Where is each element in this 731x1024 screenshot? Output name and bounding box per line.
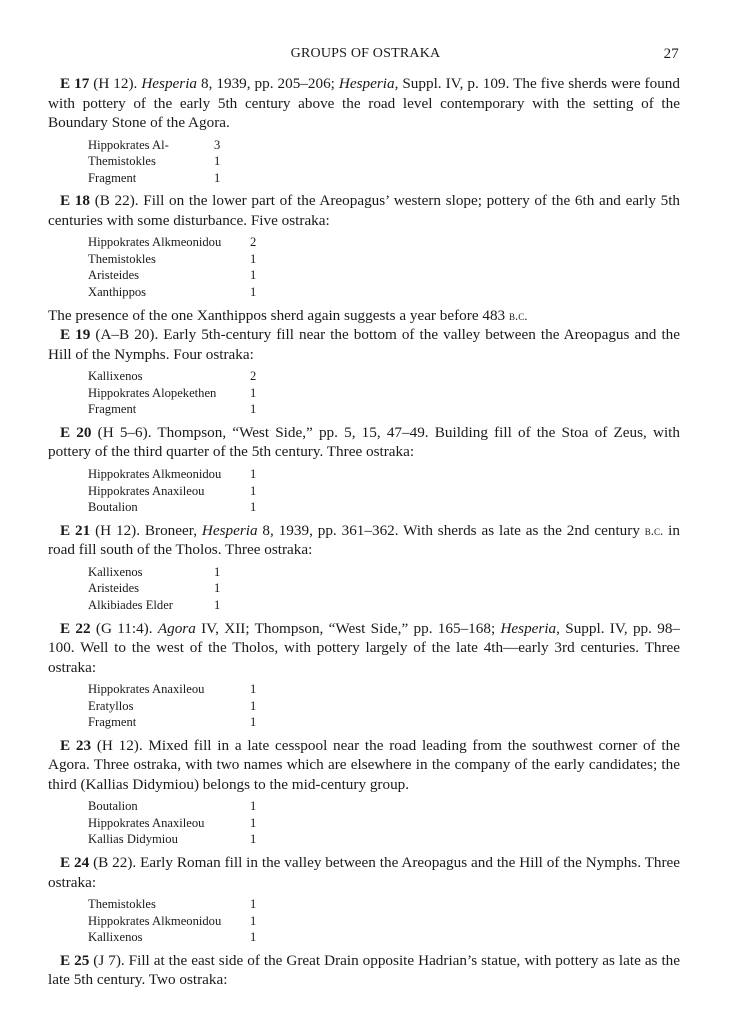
ostraka-count: 1 — [250, 815, 257, 830]
ostraka-row — [88, 815, 256, 832]
ostraka-count: 1 — [250, 466, 257, 481]
entry-text: Hesperia — [201, 521, 258, 539]
ostraka-row — [88, 170, 220, 187]
ostraka-row — [88, 913, 256, 930]
ostraka-name: Aristeides — [88, 581, 140, 596]
ostraka-row — [88, 499, 256, 516]
ostraka-count: 1 — [214, 170, 221, 185]
ostraka-count: 1 — [250, 698, 257, 713]
ostraka-count: 1 — [214, 154, 221, 169]
ostraka-row — [88, 284, 256, 301]
ostraka-count: 1 — [250, 832, 257, 847]
ostraka-row — [88, 798, 256, 815]
entry-text: (B 22). Early Roman fill in the valley between the Areopagus and the Hill of the Nymphs. Three ostraka: — [48, 854, 681, 891]
ostraka-list — [88, 466, 256, 516]
ostraka-name: Aristeides — [88, 268, 140, 283]
ostraka-count: 1 — [250, 483, 257, 498]
entry-text: Hesperia — [500, 619, 557, 637]
ostraka-name: Fragment — [88, 402, 137, 417]
ostraka-count: 1 — [250, 930, 257, 945]
ostraka-count: 1 — [250, 715, 257, 730]
ostraka-name: Hippokrates Anaxileou — [88, 483, 205, 498]
ostraka-count: 1 — [250, 799, 257, 814]
ostraka-name: Themistokles — [88, 154, 156, 169]
ostraka-list — [88, 564, 220, 614]
ostraka-count: 3 — [214, 137, 221, 152]
ostraka-name: Hippokrates Alkmeonidou — [88, 466, 222, 481]
entry-note — [48, 306, 680, 326]
ostraka-row — [88, 929, 256, 946]
ostraka-name: Eratyllos — [88, 698, 134, 713]
entry-text: (J 7). Fill at the east side of the Great Drain opposite Hadrian’s statue, with pottery as late as the late 5th century. Two ostraka: — [48, 951, 680, 989]
ostraka-row — [88, 714, 256, 731]
ostraka-name: Alkibiades Elder — [88, 597, 173, 612]
ostraka-row — [88, 267, 256, 284]
ostraka-row — [88, 681, 256, 698]
entry-text: b.c. — [644, 522, 664, 538]
ostraka-name: Boutalion — [88, 799, 138, 814]
entry-text: (G 11:4). — [95, 619, 158, 637]
entry-id: E 17 — [60, 75, 90, 92]
catalogue-entry — [48, 853, 680, 892]
catalogue-entry — [48, 736, 680, 795]
ostraka-name: Xanthippos — [88, 285, 147, 300]
note-era: b.c. — [508, 307, 528, 323]
ostraka-name: Hippokrates Al- — [88, 137, 169, 152]
ostraka-name: Themistokles — [88, 897, 156, 912]
ostraka-row — [88, 580, 220, 597]
ostraka-list — [88, 137, 220, 187]
ostraka-count: 2 — [250, 235, 257, 250]
ostraka-list — [88, 798, 256, 848]
ostraka-name: Hippokrates Alkmeonidou — [88, 913, 222, 928]
ostraka-count: 1 — [250, 385, 257, 400]
note-text: The presence of the one Xanthippos sherd again suggests a year before 483 — [48, 306, 509, 324]
ostraka-list — [88, 896, 256, 946]
entry-id: E 20 — [60, 423, 92, 441]
ostraka-count: 1 — [214, 581, 221, 596]
entry-text: IV, XII; Thompson, “West Side,” pp. 165–168; — [195, 619, 501, 637]
running-head — [0, 46, 731, 68]
ostraka-row — [88, 234, 256, 251]
catalogue-entry — [48, 619, 680, 678]
catalogue-entry — [48, 423, 680, 462]
ostraka-row — [88, 153, 220, 170]
page-number: 27 — [663, 46, 679, 62]
ostraka-name: Kallias Didymiou — [88, 832, 178, 847]
entry-text: (B 22). Fill on the lower part of the Areopagus’ western slope; pottery of the 6th and early 5th centuries with some disturbance. Five ostraka: — [48, 192, 681, 229]
ostraka-row — [88, 483, 256, 500]
ostraka-row — [88, 466, 256, 483]
ostraka-count: 1 — [250, 402, 257, 417]
entry-text: (H 12). Mixed fill in a late cesspool near the road leading from the southwest corner of the Agora. Three ostraka, with two names which are elsewhere in the company of the early candidates; the third (Kallias Didymiou) belongs to the mid-century group. — [48, 736, 680, 793]
ostraka-name: Kallixenos — [88, 564, 143, 579]
entry-text: (H 12). — [93, 75, 142, 92]
ostraka-row — [88, 698, 256, 715]
entry-id: E 24 — [60, 854, 90, 872]
ostraka-count: 2 — [250, 369, 257, 384]
catalogue-entry — [48, 325, 680, 364]
ostraka-list — [88, 234, 256, 300]
entry-text: (H 12). Broneer, — [95, 521, 202, 539]
running-head-title: GROUPS OF OSTRAKA — [290, 46, 441, 61]
ostraka-row — [88, 597, 220, 614]
ostraka-name: Hippokrates Anaxileou — [88, 815, 205, 830]
entry-id: E 23 — [60, 736, 92, 754]
ostraka-row — [88, 896, 256, 913]
ostraka-count: 1 — [250, 500, 257, 515]
entry-id: E 22 — [60, 619, 91, 637]
catalogue-entry — [48, 74, 680, 133]
entry-id: E 21 — [60, 521, 91, 539]
ostraka-row — [88, 368, 256, 385]
page-body — [48, 74, 680, 990]
ostraka-count: 1 — [250, 285, 257, 300]
entry-text: (A–B 20). Early 5th-century fill near the bottom of the valley between the Areopagus and the Hill of the Nymphs. Four ostraka: — [48, 326, 680, 363]
ostraka-row — [88, 385, 256, 402]
ostraka-count: 1 — [250, 682, 257, 696]
ostraka-row — [88, 137, 220, 154]
catalogue-entry — [48, 191, 680, 230]
ostraka-list — [88, 368, 256, 418]
ostraka-name: Fragment — [88, 170, 137, 185]
entry-text: Hesperia — [338, 75, 395, 92]
ostraka-list — [88, 681, 256, 731]
entry-text: in road fill south of the Tholos. Three ostraka: — [48, 521, 680, 559]
entry-text: Agora — [157, 619, 196, 637]
entry-id: E 25 — [60, 951, 90, 969]
ostraka-row — [88, 564, 220, 581]
entry-id: E 18 — [60, 192, 90, 210]
ostraka-row — [88, 831, 256, 848]
ostraka-name: Kallixenos — [88, 930, 143, 945]
ostraka-name: Themistokles — [88, 251, 156, 266]
catalogue-entry — [48, 521, 680, 560]
ostraka-name: Hippokrates Alkmeonidou — [88, 235, 222, 250]
entry-id: E 19 — [60, 326, 91, 344]
entry-text: 8, 1939, pp. 361–362. With sherds as late as the 2nd century — [257, 521, 645, 539]
entry-text: 8, 1939, pp. 205–206; — [197, 75, 339, 92]
ostraka-count: 1 — [214, 564, 221, 579]
ostraka-name: Hippokrates Alopekethen — [88, 385, 217, 400]
entry-text: , Suppl. IV, p. 109. The five sherds were found with pottery of the early 5th century above the road level contemporary with the setting of the Boundary Stone of the Agora. — [48, 75, 680, 131]
ostraka-row — [88, 251, 256, 268]
ostraka-count: 1 — [250, 897, 257, 912]
entry-text: Hesperia — [141, 75, 198, 92]
ostraka-row — [88, 401, 256, 418]
ostraka-count: 1 — [214, 597, 221, 612]
ostraka-count: 1 — [250, 913, 257, 928]
entry-text: (H 5–6). Thompson, “West Side,” pp. 5, 15, 47–49. Building fill of the Stoa of Zeus, with pottery of the third quarter of the 5th century. Three ostraka: — [48, 423, 680, 461]
ostraka-count: 1 — [250, 251, 257, 266]
ostraka-name: Fragment — [88, 715, 137, 730]
ostraka-name: Hippokrates Anaxileou — [88, 682, 205, 696]
ostraka-name: Kallixenos — [88, 369, 143, 384]
catalogue-entry — [48, 951, 680, 990]
entry-text: , Suppl. IV, pp. 98–100. Well to the west of the Tholos, with pottery largely of the late 4th—early 3rd centuries. Three ostraka: — [48, 619, 681, 676]
ostraka-name: Boutalion — [88, 500, 138, 515]
ostraka-count: 1 — [250, 268, 257, 283]
